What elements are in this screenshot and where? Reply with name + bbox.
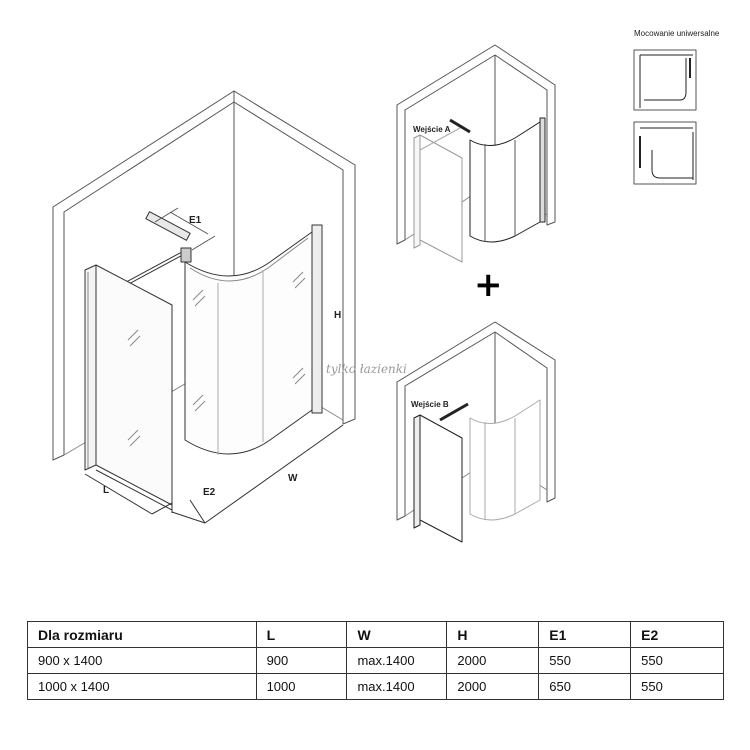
cell-w: max.1400 (347, 674, 447, 700)
header-w: W (347, 622, 447, 648)
watermark-logo: tylko łazienki (326, 362, 407, 376)
entry-b-label: Wejście B (411, 400, 449, 409)
header-h: H (447, 622, 539, 648)
entry-a-label: Wejście A (413, 125, 451, 134)
entry-b-drawing (397, 322, 555, 542)
size-table (27, 621, 724, 700)
left-glass-panel (85, 265, 172, 505)
cell-l: 1000 (256, 674, 347, 700)
cell-e1: 550 (539, 648, 631, 674)
plus-icon: + (474, 265, 503, 305)
cell-h: 2000 (447, 674, 539, 700)
mounting-icon-bottom (634, 122, 696, 184)
dim-label-h: H (334, 310, 342, 321)
cell-size: 1000 x 1400 (28, 674, 257, 700)
table-header-row (28, 622, 724, 648)
dim-label-l: L (103, 485, 110, 496)
cell-e2: 550 (631, 674, 724, 700)
header-e1: E1 (539, 622, 631, 648)
table-row (28, 674, 724, 700)
curved-enclosure (185, 225, 322, 455)
mounting-title: Mocowanie uniwersalne (634, 29, 720, 38)
cell-h: 2000 (447, 648, 539, 674)
header-size: Dla rozmiaru (28, 622, 257, 648)
cell-l: 900 (256, 648, 347, 674)
cell-e2: 550 (631, 648, 724, 674)
header-e2: E2 (631, 622, 724, 648)
cell-size: 900 x 1400 (28, 648, 257, 674)
entry-a-drawing (397, 45, 555, 262)
table-row (28, 648, 724, 674)
cell-w: max.1400 (347, 648, 447, 674)
cell-e1: 650 (539, 674, 631, 700)
dim-label-w: W (288, 473, 298, 484)
dim-label-e1: E1 (189, 215, 202, 226)
mounting-icon-top (634, 50, 696, 110)
header-l: L (256, 622, 347, 648)
dim-label-e2: E2 (203, 487, 216, 498)
